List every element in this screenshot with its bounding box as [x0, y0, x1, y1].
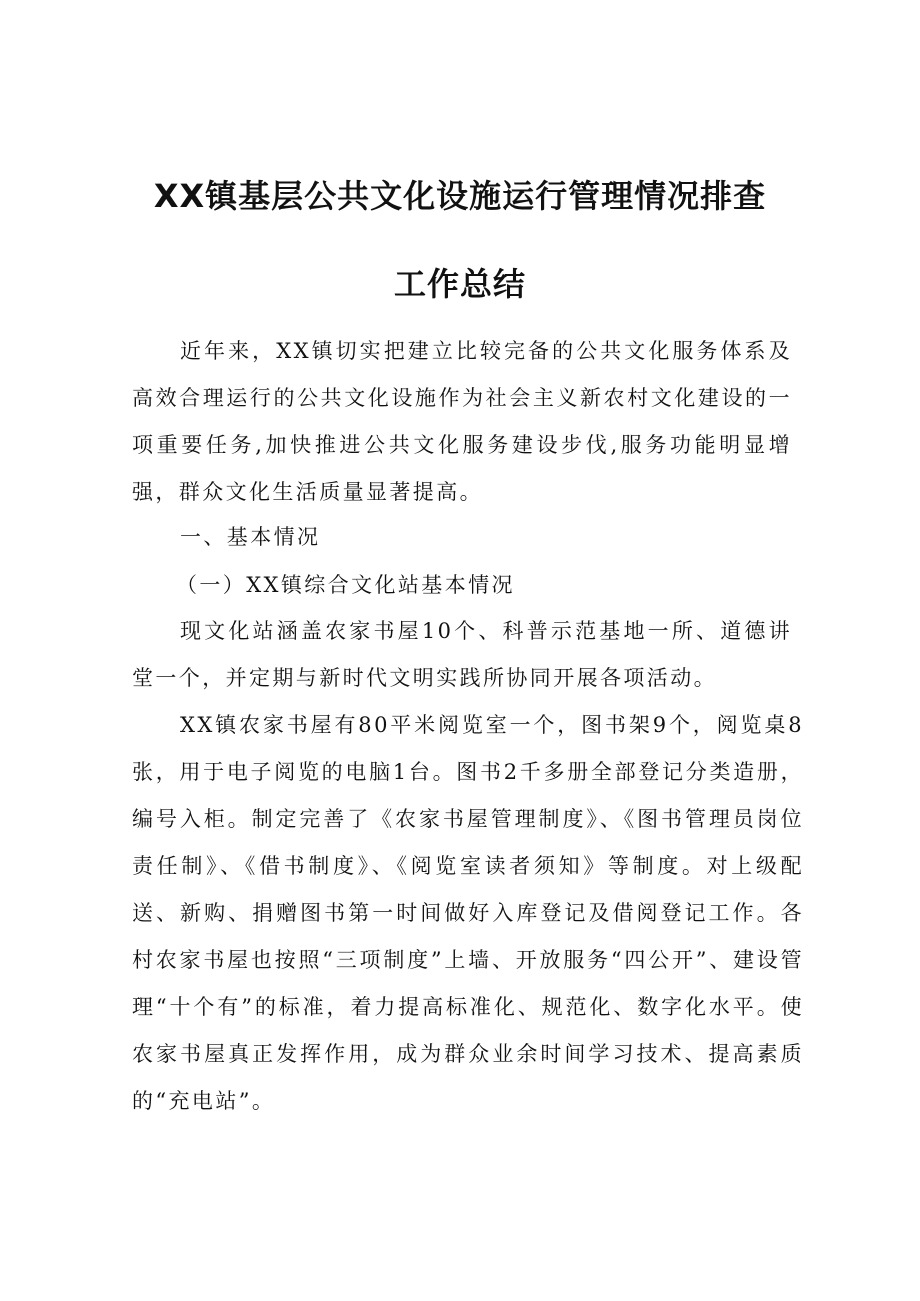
- document-title-line-1: XX镇基层公共文化设施运行管理情况排查: [153, 177, 767, 215]
- document-title-line-2: 工作总结: [393, 265, 526, 303]
- section-heading-basic-situation: 一、基本情况: [180, 525, 321, 549]
- subsection-heading-culture-station: （一）XX镇综合文化站基本情况: [176, 573, 515, 597]
- intro-paragraph: 近年来，XX镇切实把建立比较完备的公共文化服务体系及高效合理运行的公共文化设施作为社会主义新农村文化建设的一项重要任务,加快推进公共文化服务建设步伐,服务功能明显增强，群众文化生活质量显著提高。: [132, 339, 792, 504]
- culture-station-paragraph: 现文化站涵盖农家书屋10个、科普示范基地一所、道德讲堂一个，并定期与新时代文明实践所协同开展各项活动。: [132, 619, 792, 690]
- bookstore-paragraph: XX镇农家书屋有80平米阅览室一个，图书架9个，阅览桌8张，用于电子阅览的电脑1台。图书2千多册全部登记分类造册，编号入柜。制定完善了《农家书屋管理制度》、《图书管理员岗位责任制》、《借书制度》、《阅览室读者须知》等制度。对上级配送、新购、捐赠图书第一时间做好入库登记及借阅登记工作。各村农家书屋也按照“三项制度”上墙、开放服务“四公开”、建设管理“十个有”的标准，着力提高标准化、规范化、数字化水平。使农家书屋真正发挥作用，成为群众业余时间学习技术、提高素质的“充电站”。: [132, 713, 804, 1113]
